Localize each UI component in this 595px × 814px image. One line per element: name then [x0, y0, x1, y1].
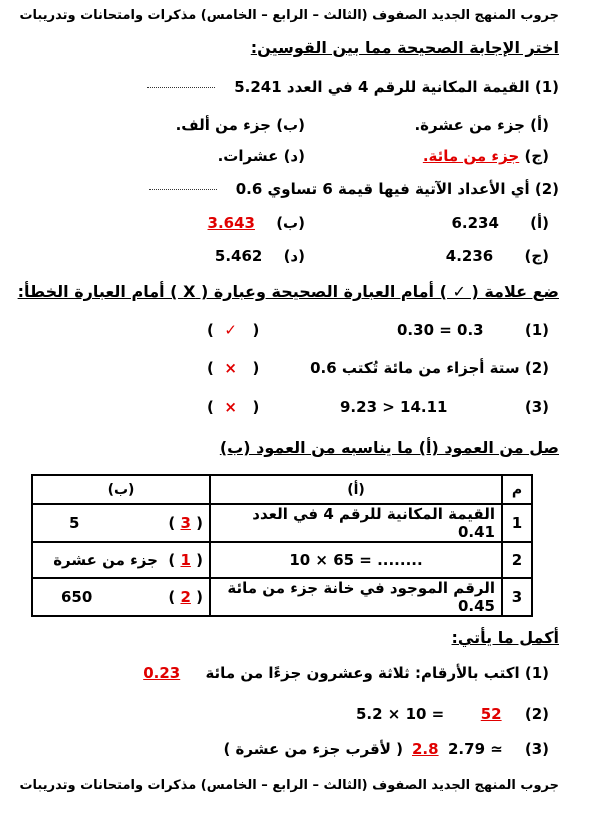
- q1-option-d: [218, 147, 305, 165]
- match-answer: 3: [180, 514, 191, 532]
- tf-statement-3: 9.23 > 14.11: [340, 398, 448, 416]
- check-mark-icon: ✓: [224, 321, 237, 339]
- answer-blank: [147, 87, 215, 88]
- item-text: اكتب بالأرقام: ثلاثة وعشرون جزءًا من مائة: [205, 664, 520, 682]
- q2-option-b: [208, 214, 305, 232]
- column-b-value: 650: [61, 588, 93, 606]
- q2-text: أي الأعداد الآتية فيها قيمة 6 تساوي 0.6: [235, 180, 530, 198]
- answer-blank: [149, 189, 217, 190]
- q1-row: [147, 78, 559, 96]
- column-b-cell: ( 3 ) 5: [32, 504, 210, 542]
- option-letter: (د): [283, 247, 305, 265]
- option-text: عشرات.: [217, 147, 279, 165]
- match-answer: 2: [180, 588, 191, 606]
- option-text: 4.236: [445, 247, 494, 265]
- complete-item-3-expression: 2.79 ≃: [448, 740, 503, 758]
- correct-option-text: جزء من مائة.: [422, 147, 520, 165]
- complete-item-2: [481, 705, 549, 723]
- q1-option-b: [176, 116, 305, 134]
- column-b-value: 5: [69, 514, 80, 532]
- option-text: 5.462: [214, 247, 263, 265]
- q1-number: (1): [534, 78, 559, 96]
- column-a-cell: الرقم الموجود في خانة جزء من مائة 0.45: [210, 578, 502, 616]
- section3-title: صل من العمود (أ) ما يناسبه من العمود (ب): [219, 438, 559, 457]
- option-text: جزء من ألف.: [175, 116, 271, 134]
- q1-option-c: [423, 147, 549, 165]
- option-letter: (ب): [276, 214, 305, 232]
- complete-item-3-answer: [412, 740, 439, 758]
- item-number: (2): [524, 359, 549, 377]
- option-text: جزء من عشرة.: [414, 116, 525, 134]
- item-number: (2): [524, 705, 549, 723]
- tf-statement-1: 0.30 = 0.3: [397, 321, 484, 339]
- section1-title: اختر الإجابة الصحيحة مما بين القوسين:: [250, 38, 559, 57]
- complete-item-2-expression: 5.2 × 10 =: [356, 705, 445, 723]
- table-header-row: [32, 475, 532, 504]
- table-row: [32, 542, 532, 578]
- q2-number: (2): [534, 180, 559, 198]
- section4-title: أكمل ما يأتي:: [451, 628, 559, 647]
- tf-item-3: [525, 398, 549, 416]
- matching-table: [31, 474, 533, 617]
- complete-item-3: [525, 740, 549, 758]
- q1-text: القيمة المكانية للرقم 4 في العدد 5.241: [234, 78, 530, 96]
- tf-answer-2: ( × ): [207, 359, 260, 377]
- column-a-cell: 10 × 65 = ........: [210, 542, 502, 578]
- table-row: [32, 504, 532, 542]
- complete-item-1: [143, 664, 549, 682]
- item-answer: 52: [480, 705, 502, 723]
- tf-statement-2: ستة أجزاء من مائة تُكتب 0.6: [310, 359, 520, 377]
- cross-mark-icon: ×: [224, 398, 237, 416]
- section2-title: ضع علامة ( ✓ ) أمام العبارة الصحيحة وعبارة ( X ) أمام العبارة الخطأ:: [17, 282, 559, 301]
- page-header: جروب المنهج الجديد الصفوف (الثالث – الرابع – الخامس) مذكرات وامتحانات وتدريبات: [19, 8, 559, 23]
- q2-option-d: [215, 247, 305, 265]
- option-text: 6.234: [451, 214, 499, 232]
- cross-mark-icon: ×: [224, 359, 237, 377]
- option-letter: (أ): [530, 214, 549, 232]
- item-answer: 2.8: [412, 740, 439, 758]
- option-letter: (ج): [524, 247, 549, 265]
- item-number: (1): [524, 321, 549, 339]
- tf-item-2: [310, 359, 549, 377]
- header-column-a: (أ): [210, 475, 502, 504]
- header-number: م: [502, 475, 532, 504]
- column-a-cell: القيمة المكانية للرقم 4 في العدد 0.41: [210, 504, 502, 542]
- q1-option-a: [414, 116, 549, 134]
- option-letter: (ب): [276, 116, 305, 134]
- row-number: 1: [502, 504, 532, 542]
- match-answer: 1: [180, 551, 191, 569]
- q2-row: [149, 180, 560, 198]
- header-column-b: (ب): [32, 475, 210, 504]
- row-number: 3: [502, 578, 532, 616]
- page-footer: جروب المنهج الجديد الصفوف (الثالث – الرابع – الخامس) مذكرات وامتحانات وتدريبات: [19, 778, 559, 793]
- q2-option-a: [451, 214, 549, 232]
- tf-item-1: [525, 321, 549, 339]
- item-answer: 0.23: [143, 664, 181, 682]
- q2-option-c: [446, 247, 549, 265]
- table-row: [32, 578, 532, 616]
- option-letter: (ج): [524, 147, 549, 165]
- tf-answer-3: ( × ): [207, 398, 260, 416]
- item-number: (3): [524, 740, 549, 758]
- row-number: 2: [502, 542, 532, 578]
- tf-answer-1: ( ✓ ): [207, 321, 260, 339]
- column-b-cell: ( 1 ) جزء من عشرة: [32, 542, 210, 578]
- option-letter: (أ): [530, 116, 549, 134]
- item-number: (3): [524, 398, 549, 416]
- correct-option-text: 3.643: [207, 214, 255, 232]
- option-letter: (د): [283, 147, 305, 165]
- complete-item-3-hint: ( لأقرب جزء من عشرة ): [223, 740, 403, 758]
- item-number: (1): [524, 664, 549, 682]
- column-b-cell: ( 2 ) 650: [32, 578, 210, 616]
- column-b-value: جزء من عشرة: [53, 551, 158, 569]
